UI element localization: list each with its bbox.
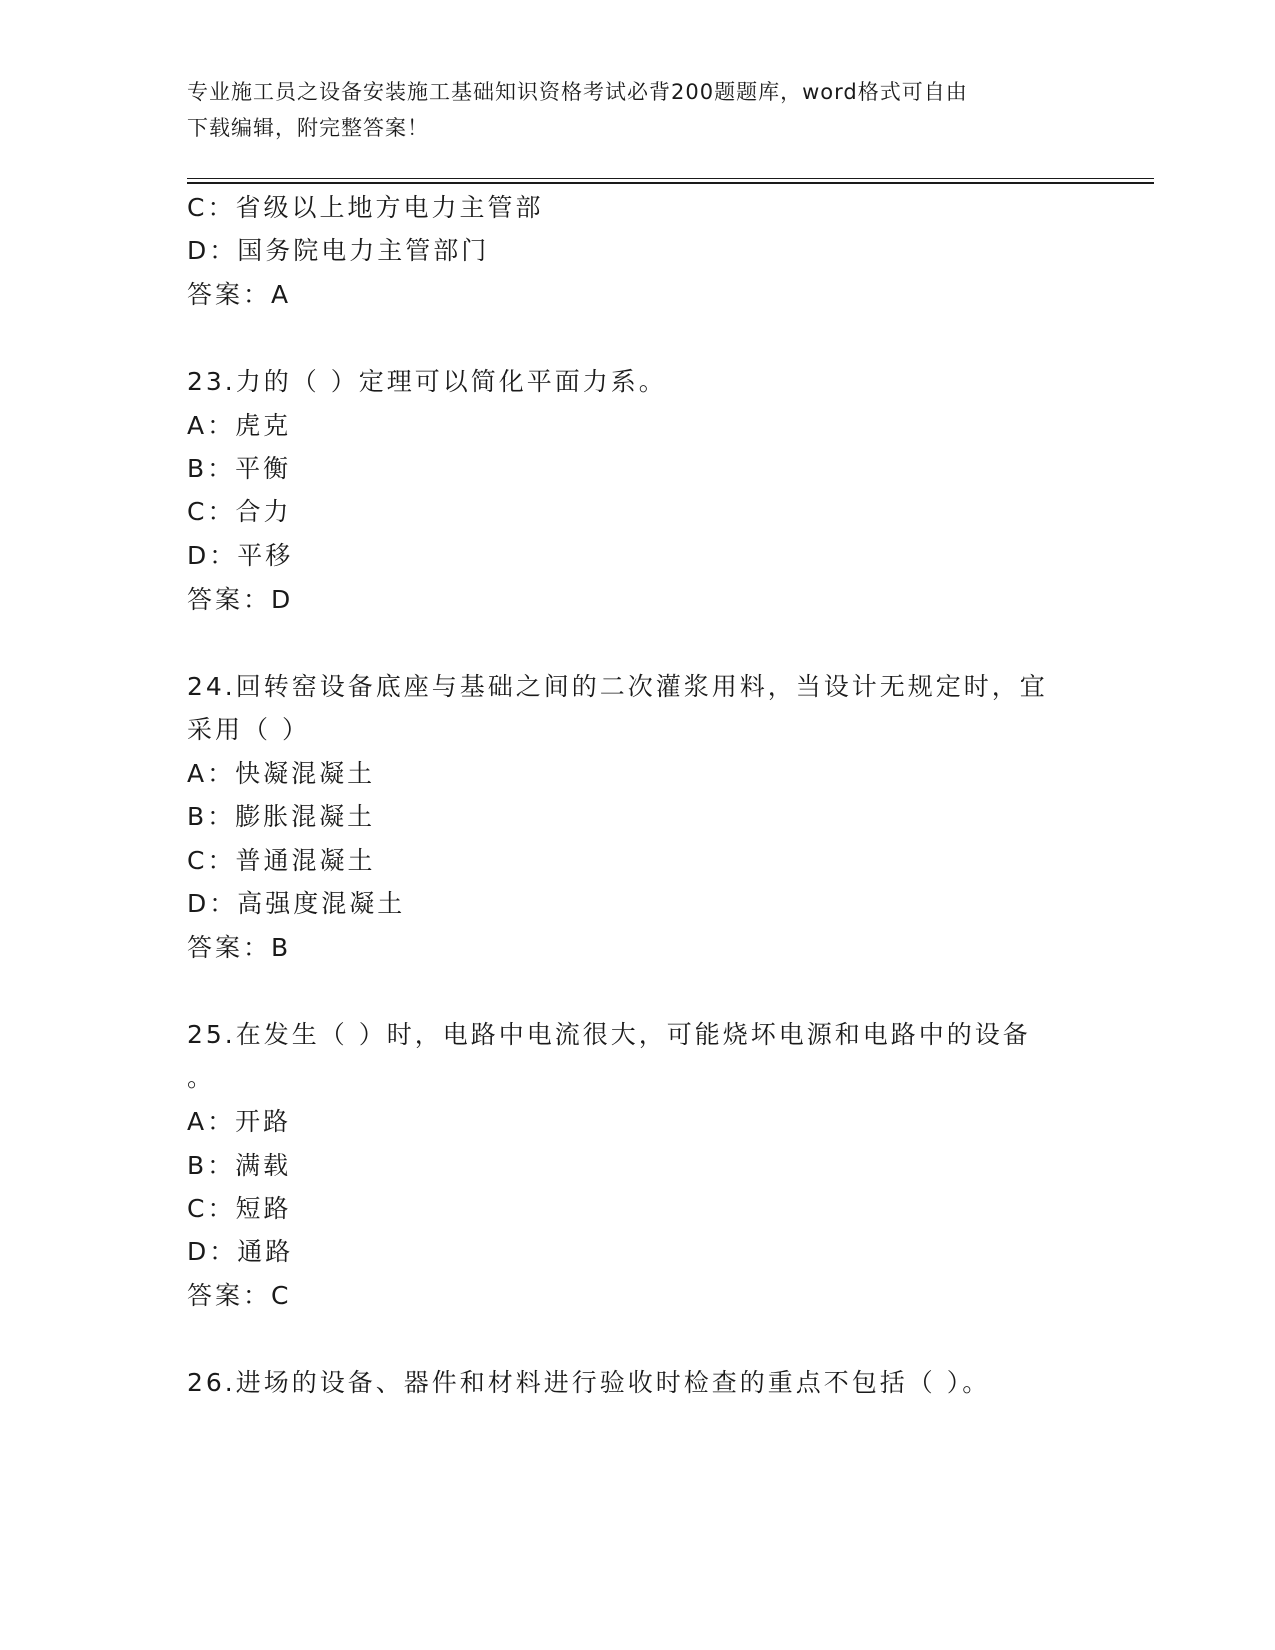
question-25-option-a: A：开路 (187, 1107, 292, 1136)
question-24-option-b: B：膨胀混凝土 (187, 802, 376, 831)
question-23-option-a: A：虎克 (187, 411, 292, 440)
document-header (187, 74, 1087, 146)
question-24-stem-line-1: 24.回转窑设备底座与基础之间的二次灌浆用料，当设计无规定时，宜 (187, 672, 1048, 701)
question-25-option-c: C：短路 (187, 1194, 292, 1223)
prev-answer: 答案：A (187, 280, 292, 309)
question-25-answer: 答案：C (187, 1281, 292, 1310)
question-24-option-a: A：快凝混凝土 (187, 759, 376, 788)
question-23-option-c: C：合力 (187, 497, 292, 526)
prev-option-d: D：国务院电力主管部门 (187, 236, 490, 265)
question-25-stem-line-1: 25.在发生（ ）时，电路中电流很大，可能烧坏电源和电路中的设备 (187, 1020, 1031, 1049)
header-line-1: 专业施工员之设备安装施工基础知识资格考试必背200题题库，word格式可自由 (187, 80, 968, 104)
question-24-answer: 答案：B (187, 933, 292, 962)
question-25-option-b: B：满载 (187, 1151, 292, 1180)
header-divider-thin (187, 178, 1154, 179)
question-23-option-b: B：平衡 (187, 454, 292, 483)
question-23-option-d: D：平移 (187, 541, 294, 570)
header-divider-thick (187, 182, 1154, 184)
question-24-option-c: C：普通混凝土 (187, 846, 376, 875)
prev-option-c: C：省级以上地方电力主管部 (187, 193, 544, 222)
question-24-stem-line-2: 采用（ ） (187, 715, 310, 744)
question-26-stem: 26.进场的设备、器件和材料进行验收时检查的重点不包括（ ）。 (187, 1368, 991, 1397)
question-24-option-d: D：高强度混凝土 (187, 889, 406, 918)
question-23-stem: 23.力的（ ）定理可以简化平面力系。 (187, 367, 667, 396)
question-25-stem-line-2: 。 (187, 1063, 216, 1092)
question-23-answer: 答案：D (187, 585, 294, 614)
question-25-option-d: D：通路 (187, 1237, 294, 1266)
header-line-2: 下载编辑，附完整答案！ (187, 116, 429, 140)
